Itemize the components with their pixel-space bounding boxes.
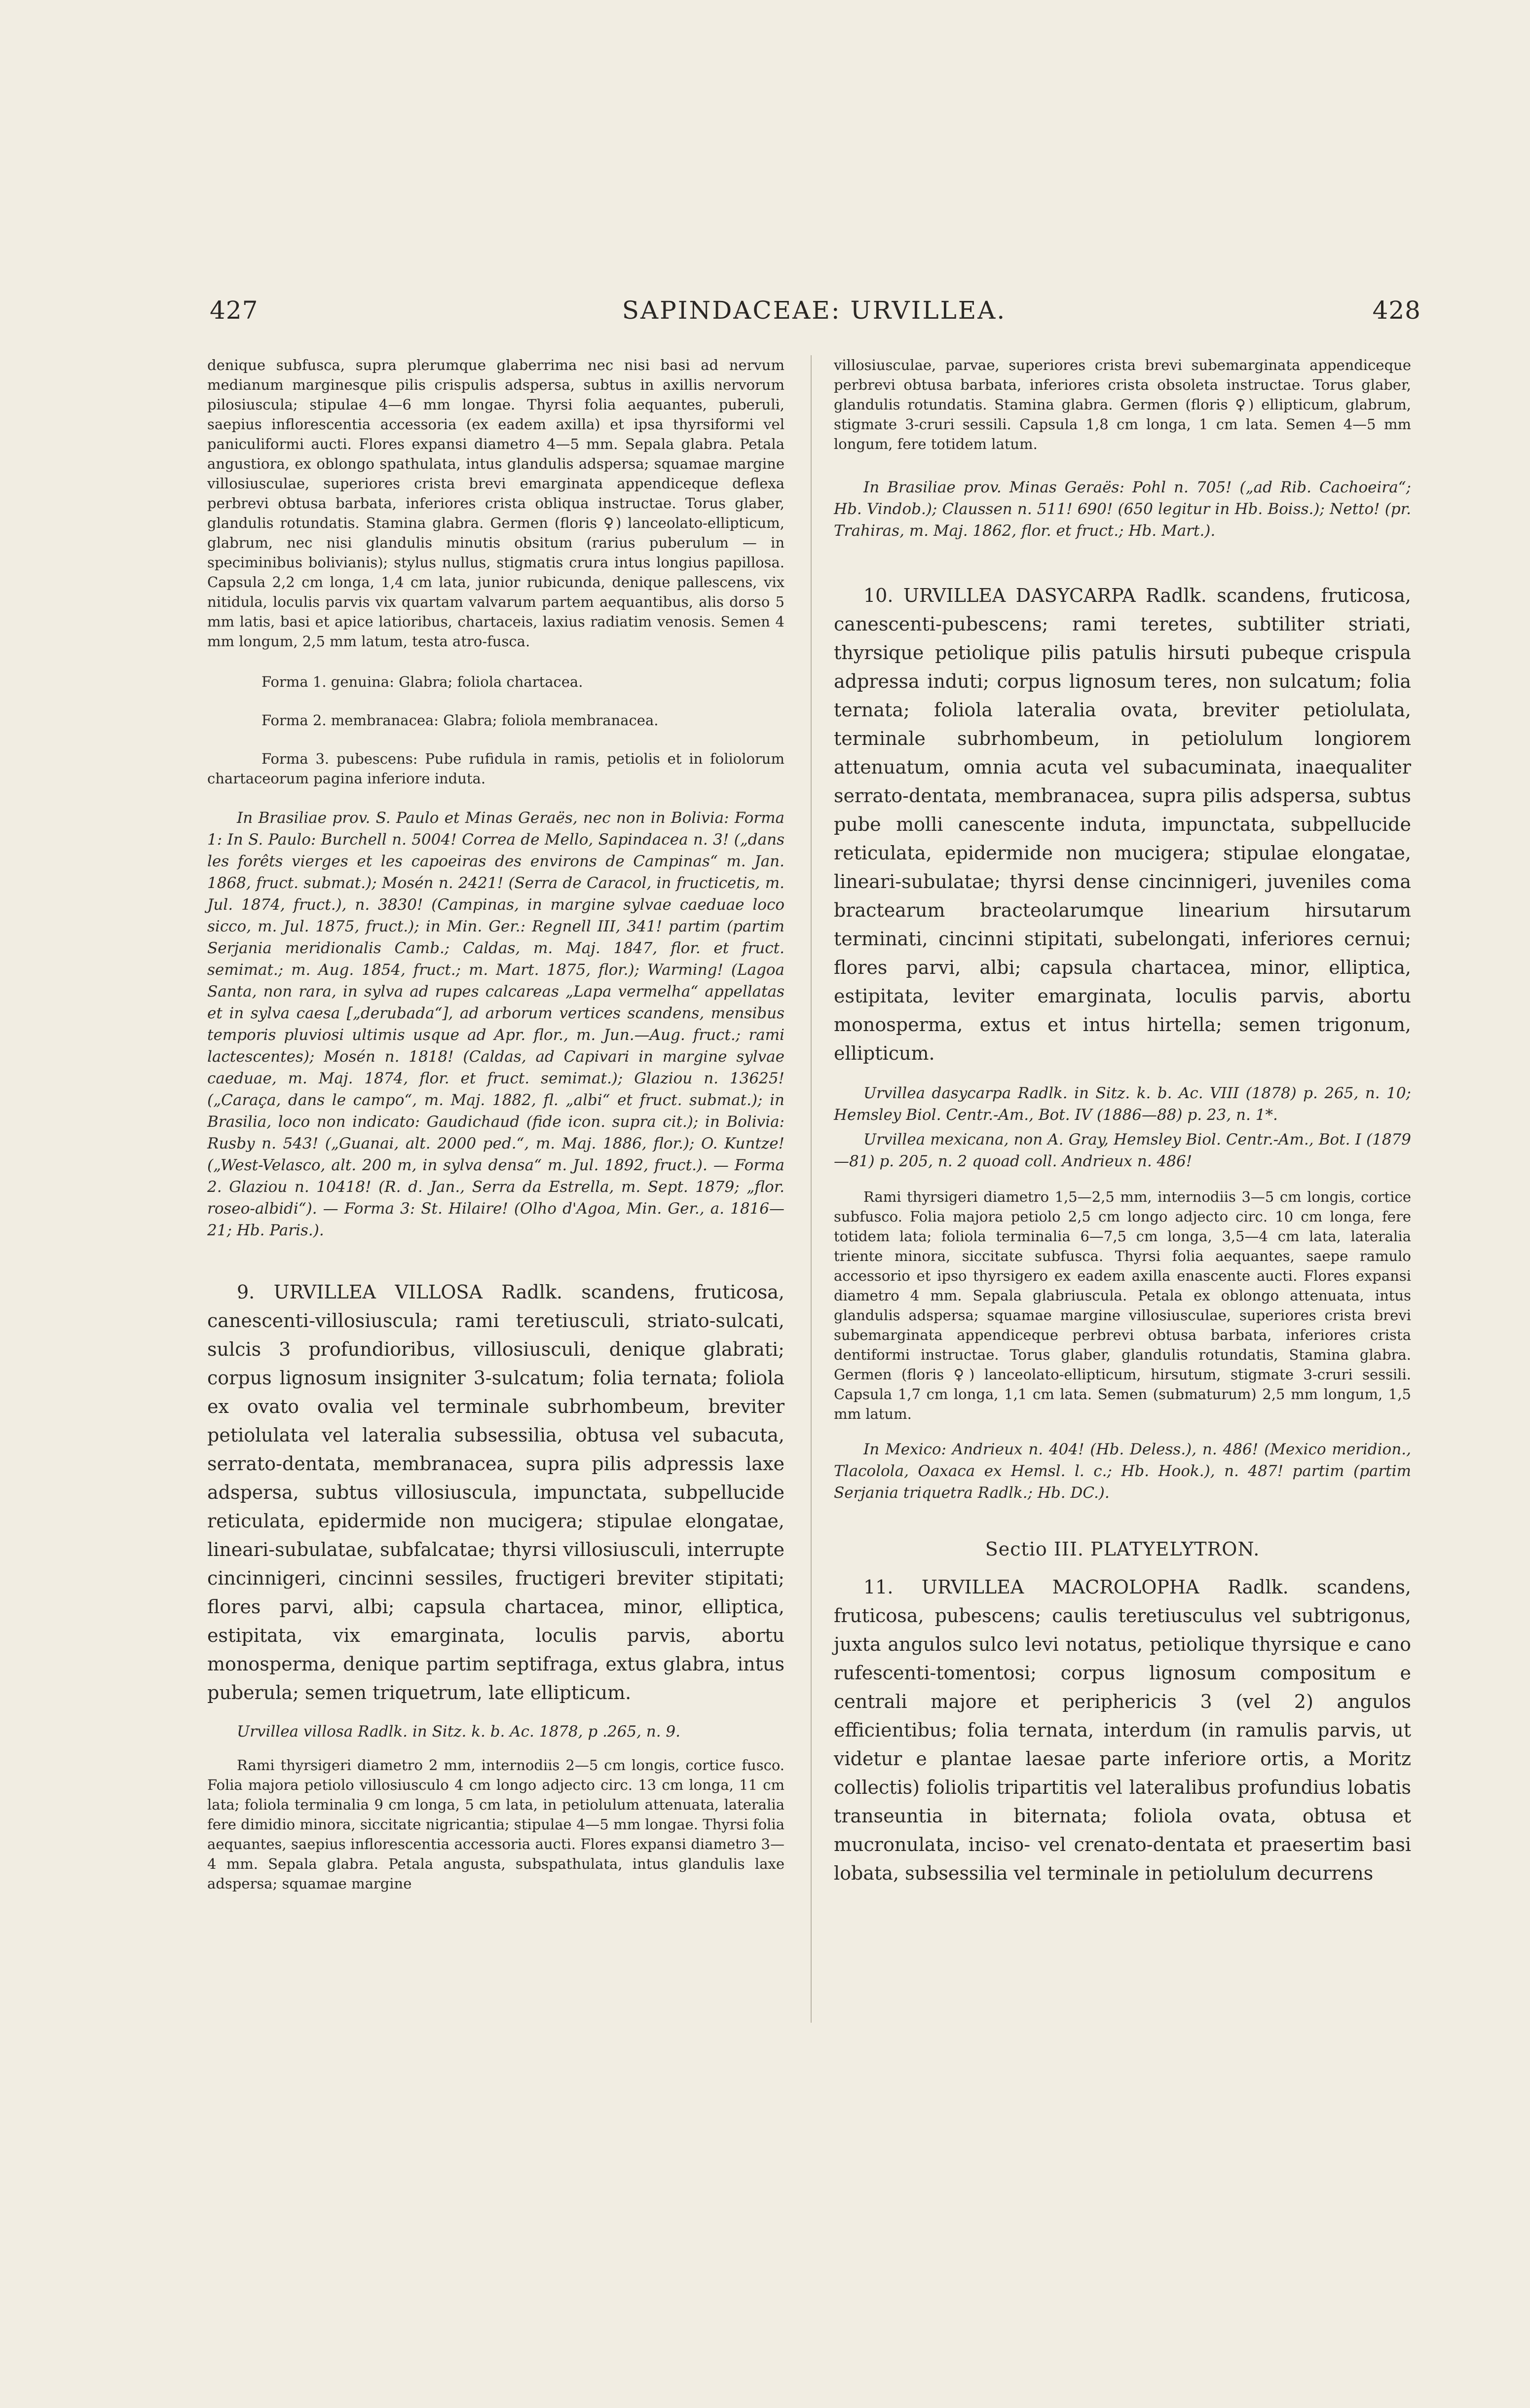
page-number-right: 428 [1372, 296, 1421, 325]
description-continued: denique subfusca, supra plerumque glaberrima nec nisi basi ad nervum medianum marginesque pilis crispulis adspersa, subtus in axillis nervorum pilosiuscula; stipulae 4—6 mm longae. Thyrsi folia aequantes, puberuli, saepius inflorescentia accessoria (ex eadem axilla) et ipsa thyrsiformi vel paniculiformi aucti. Flores expansi diametro 4—5 mm. Sepala glabra. Petala angustiora, ex oblongo spathulata, intus glandulis adspersa; squamae margine villosiusculae, superiores crista brevi emarginata appendiceque deflexa perbrevi obtusa barbata, inferiores crista obliqua instructae. Torus glaber, glandulis rotundatis. Stamina glabra. Germen (floris ♀) lanceolato-ellipticum, glabrum, nec nisi glandulis minutis obsitum (rarius puberulum — in speciminibus bolivianis); stylus nullus, stigmatis crura intus longius papillosa. Capsula 2,2 cm longa, 1,4 cm lata, junior rubicunda, denique pallescens, vix nitidula, loculis parvis vix quartam valvarum partem aequantibus, alis dorso 5 mm latis, basi et apice latioribus, chartaceis, laxius radiatim venosis. Semen 4 mm longum, 2,5 mm latum, testa atro-fusca. [207, 357, 784, 650]
forma-2: Forma 2. membranacea: Glabra; foliola membranacea. [261, 712, 659, 729]
species-10-reference-a: Urvillea dasycarpa Radlk. in Sitz. k. b. Ac. VIII (1878) p. 265, n. 10; Hemsley Biol. Centr.-Am., Bot. IV (1886—88) p. 23, n. 1*. [834, 1084, 1411, 1124]
column-divider [811, 355, 812, 2023]
species-10-description: Rami thyrsigeri diametro 1,5—2,5 mm, internodiis 3—5 cm longis, cortice subfusco. Folia majora petiolo 2,5 cm longo adjecto circ. 10 cm longa, fere totidem lata; foliola terminalia 6—7,5 cm longa, 3,5—4 cm lata, lateralia triente minora, siccitate subfusca. Thyrsi folia aequantes, saepe ramulo accessorio et ipso thyrsigero ex eadem axilla enascente aucti. Flores expansi diametro 4 mm. Sepala glabriuscula. Petala ex oblongo attenuata, intus glandulis adspersa; squamae margine villosiusculae, superiores crista brevi subemarginata appendiceque perbrevi obtusa barbata, inferiores crista dentiformi instructae. Torus glaber, glandulis rotundatis, Stamina glabra. Germen (floris ♀) lanceolato-ellipticum, hirsutum, stigmate 3-cruri sessili. Capsula 1,7 cm longa, 1,1 cm lata. Semen (submaturum) 2,5 mm longum, 1,5 mm latum. [834, 1188, 1411, 1422]
species-10-diagnosis: 10. URVILLEA DASYCARPA Radlk. scandens, fruticosa, canescenti-pubescens; rami teretes, subtiliter striati, thyrsique petiolique pilis patulis hirsuti pubeque crispula adpressa induti; corpus lignosum teres, non sulcatum; folia ternata; foliola lateralia ovata, breviter petiolulata, terminale subrhombeum, in petiolulum longiorem attenuatum, omnia acuta vel subacuminata, inaequaliter serrato-dentata, membranacea, supra pilis adspersa, subtus pube molli canescente induta, impunctata, subpellucide reticulata, epidermide non mucigera; stipulae elongatae, lineari-subulatae; thyrsi dense cincinnigeri, juveniles coma bractearum bracteolarumque linearium hirsutarum terminati, cincinni stipitati, subelongati, inferiores cernui; flores parvi, albi; capsula chartacea, minor, elliptica, estipitata, leviter emarginata, loculis parvis, abortu monosperma, extus et intus hirtella; semen trigonum, ellipticum. [834, 585, 1411, 1064]
species-10-reference-b: Urvillea mexicana, non A. Gray, Hemsley Biol. Centr.-Am., Bot. I (1879—81) p. 205, n. 2 quoad coll. Andrieux n. 486! [834, 1131, 1411, 1170]
species-10-distribution: In Mexico: Andrieux n. 404! (Hb. Deless.), n. 486! (Mexico meridion., Tlacolola, Oaxaca ex Hemsl. l. c.; Hb. Hook.), n. 487! partim (partim Serjania triquetra Radlk.; Hb. DC.). [834, 1441, 1411, 1502]
right-column [834, 355, 1411, 1888]
species-9-distribution: In Brasiliae prov. Minas Geraës: Pohl n. 705! („ad Rib. Cachoeira“; Hb. Vindob.); Claussen n. 511! 690! (650 legitur in Hb. Boiss.); Netto! (pr. Trahiras, m. Maj. 1862, flor. et fruct.; Hb. Mart.). [834, 479, 1411, 540]
species-9-diagnosis: 9. URVILLEA VILLOSA Radlk. scandens, fruticosa, canescenti-villosiuscula; rami teretiusculi, striato-sulcati, sulcis 3 profundioribus, villosiusculi, denique glabrati; corpus lignosum insigniter 3-sulcatum; folia ternata; foliola ex ovato ovalia vel terminale subrhombeum, breviter petiolulata vel lateralia subsessilia, obtusa vel subacuta, serrato-dentata, membranacea, supra pilis adpressis laxe adspersa, subtus villosiuscula, impunctata, subpellucide reticulata, epidermide non mucigera; stipulae elongatae, lineari-subulatae, subfalcatae; thyrsi villosiusculi, interrupte cincinnigeri, cincinni sessiles, fructigeri breviter stipitati; flores parvi, albi; capsula chartacea, minor, elliptica, estipitata, vix emarginata, loculis parvis, abortu monosperma, denique partim septifraga, extus glabra, intus puberula; semen triquetrum, late ellipticum. [207, 1281, 784, 1704]
distribution-8: In Brasiliae prov. S. Paulo et Minas Geraës, nec non in Bolivia: Forma 1: In S. Paulo: Burchell n. 5004! Correa de Mello, Sapindacea n. 3! („dans les forêts vierges et les capoeiras des environs de Campinas“ m. Jan. 1868, fruct. submat.); Mosén n. 2421! (Serra de Caracol, in fructicetis, m. Jul. 1874, fruct.), n. 3830! (Campinas, in margine sylvae caeduae loco sicco, m. Jul. 1875, fruct.); in Min. Ger.: Regnell III, 341! partim (partim Serjania meridionalis Camb.; Caldas, m. Maj. 1847, flor. et fruct. semimat.; m. Aug. 1854, fruct.; m. Mart. 1875, flor.); Warming! (Lagoa Santa, non rara, in sylva ad rupes calcareas „Lapa vermelha“ appellatas et in sylva caesa [„derubada“], ad arborum vertices scandens, mensibus temporis pluviosi ultimis usque ad Apr. flor., m. Jun.—Aug. fruct.; rami lactescentes); Mosén n. 1818! (Caldas, ad Capivari in margine sylvae caeduae, m. Maj. 1874, flor. et fruct. semimat.); Glaziou n. 13625! („Caraça, dans le campo“, m. Maj. 1882, fl. „albi“ et fruct. submat.); in Brasilia, loco non indicato: Gaudichaud (fide icon. supra cit.); in Bolivia: Rusby n. 543! („Guanai, alt. 2000 ped.“, m. Maj. 1886, flor.); O. Kuntze! („West-Velasco, alt. 200 m, in sylva densa“ m. Jul. 1892, fruct.). — Forma 2. Glaziou n. 10418! (R. d. Jan., Serra da Estrella, m. Sept. 1879; „flor. roseo-albidi“). — Forma 3: St. Hilaire! (Olho d'Agoa, Min. Ger., a. 1816—21; Hb. Paris.). [207, 809, 784, 1239]
species-9-description-continued: villosiusculae, parvae, superiores crista brevi subemarginata appendiceque perbrevi obtusa barbata, inferiores crista obsoleta instructae. Torus glaber, glandulis rotundatis. Stamina glabra. Germen (floris ♀) ellipticum, glabrum, stigmate 3-cruri sessili. Capsula 1,8 cm longa, 1 cm lata. Semen 4—5 mm longum, fere totidem latum. [834, 357, 1411, 452]
section-heading: Sectio III. PLATYELYTRON. [985, 1538, 1260, 1560]
left-column [207, 355, 784, 1893]
page-header [207, 296, 1421, 340]
species-11-diagnosis: 11. URVILLEA MACROLOPHA Radlk. scandens, fruticosa, pubescens; caulis teretiusculus vel subtrigonus, juxta angulos sulco levi notatus, petiolique thyrsique e cano rufescenti-tomentosi; corpus lignosum compositum e centrali majore et periphericis 3 (vel 2) angulos efficientibus; folia ternata, interdum (in ramulis parvis, ut videtur e plantae laesae parte inferiore ortis, a Moritz collectis) foliolis tripartitis vel lateralibus profundius lobatis transeuntia in biternata; foliola ovata, obtusa et mucronulata, inciso- vel crenato-dentata et praesertim basi lobata, subsessilia vel terminale in petiolulum decurrens [834, 1576, 1411, 1884]
running-title: SAPINDACEAE: URVILLEA. [622, 296, 1007, 325]
forma-1: Forma 1. genuina: Glabra; foliola chartacea. [261, 673, 583, 690]
species-9-reference: Urvillea villosa Radlk. in Sitz. k. b. Ac. 1878, p .265, n. 9. [237, 1723, 680, 1741]
species-9-description: Rami thyrsigeri diametro 2 mm, internodiis 2—5 cm longis, cortice fusco. Folia majora petiolo villosiusculo 4 cm longo adjecto circ. 13 cm longa, 11 cm lata; foliola terminalia 9 cm longa, 5 cm lata, in petiolulum attenuata, lateralia fere dimidio minora, siccitate nigricantia; stipulae 4—5 mm longae. Thyrsi folia aequantes, saepius inflorescentia accessoria aucti. Flores expansi diametro 3—4 mm. Sepala glabra. Petala angusta, subspathulata, intus glandulis laxe adspersa; squamae margine [207, 1757, 784, 1892]
page-number-left: 427 [210, 296, 259, 325]
forma-3: Forma 3. pubescens: Pube rufidula in ramis, petiolis et in foliolorum chartaceorum pagina inferiore induta. [207, 750, 784, 787]
